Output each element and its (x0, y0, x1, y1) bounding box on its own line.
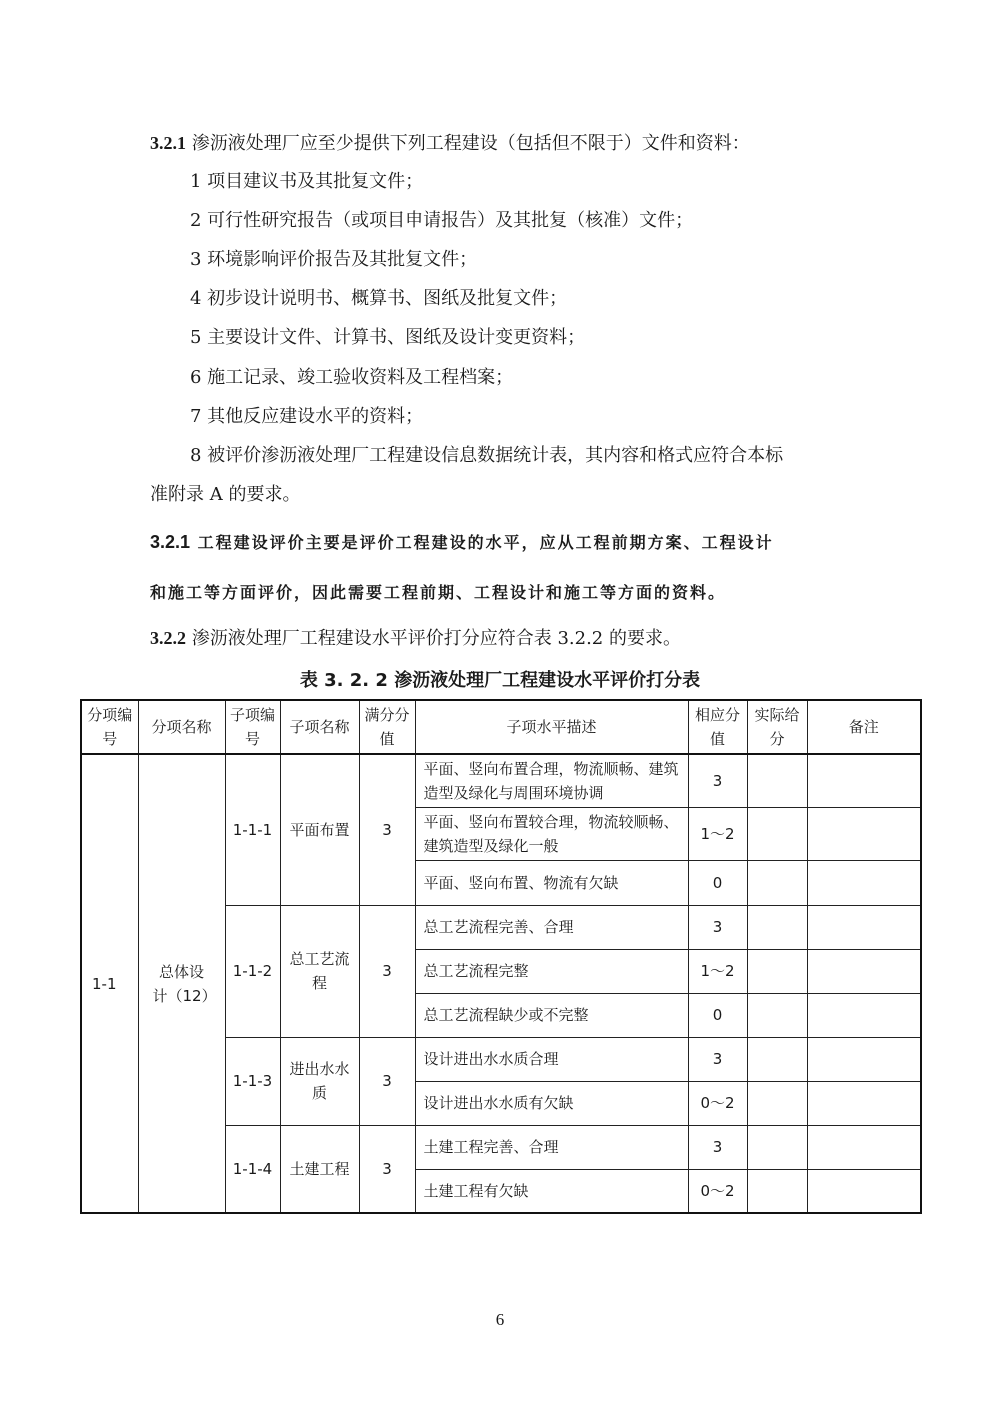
remark-cell[interactable] (807, 949, 921, 993)
header-description: 子项水平描述 (415, 700, 688, 754)
clause-3-2-1-heading: 3.2.1 渗沥液处理厂应至少提供下列工程建设（包括但不限于）文件和资料： (150, 133, 750, 154)
level-score: 0～2 (688, 1081, 747, 1125)
actual-score-cell[interactable] (747, 1169, 807, 1213)
remark-cell[interactable] (807, 754, 921, 807)
remark-cell[interactable] (807, 993, 921, 1037)
actual-score-cell[interactable] (747, 1037, 807, 1081)
group-name: 总体设计（12） (138, 754, 225, 1213)
subitem-number: 1-1-4 (225, 1125, 280, 1213)
header-item-no: 分项编号 (81, 700, 138, 754)
remark-cell[interactable] (807, 1169, 921, 1213)
list-item-8: 8 被评价渗沥液处理厂工程建设信息数据统计表，其内容和格式应符合本标 (190, 445, 784, 466)
group-number: 1-1 (81, 754, 138, 1213)
level-description: 土建工程完善、合理 (415, 1125, 688, 1169)
subitem-full-score: 3 (359, 754, 415, 905)
list-item-3: 3 环境影响评价报告及其批复文件； (190, 249, 478, 270)
subitem-number: 1-1-3 (225, 1037, 280, 1125)
subitem-number: 1-1-2 (225, 905, 280, 1037)
actual-score-cell[interactable] (747, 1081, 807, 1125)
header-full-score: 满分分值 (359, 700, 415, 754)
level-description: 平面、竖向布置较合理，物流较顺畅、建筑造型及绿化一般 (415, 807, 688, 860)
remark-cell[interactable] (807, 1125, 921, 1169)
actual-score-cell[interactable] (747, 1125, 807, 1169)
level-score: 1～2 (688, 807, 747, 860)
table-row (81, 754, 921, 807)
clause-3-2-2: 3.2.2 渗沥液处理厂工程建设水平评价打分应符合表 3.2.2 的要求。 (150, 628, 681, 649)
level-score: 3 (688, 754, 747, 807)
list-item-5: 5 主要设计文件、计算书、图纸及设计变更资料； (190, 327, 586, 348)
level-score: 3 (688, 1037, 747, 1081)
list-item-1: 1 项目建议书及其批复文件； (190, 171, 424, 192)
actual-score-cell[interactable] (747, 860, 807, 905)
subitem-name: 平面布置 (280, 754, 359, 905)
actual-score-cell[interactable] (747, 949, 807, 993)
level-score: 3 (688, 905, 747, 949)
actual-score-cell[interactable] (747, 754, 807, 807)
table-caption: 表 3. 2. 2 渗沥液处理厂工程建设水平评价打分表 (299, 670, 701, 691)
list-item-7: 7 其他反应建设水平的资料； (190, 406, 424, 427)
actual-score-cell[interactable] (747, 807, 807, 860)
list-item-2: 2 可行性研究报告（或项目申请报告）及其批复（核准）文件； (190, 210, 694, 231)
subitem-name: 进出水水质 (280, 1037, 359, 1125)
clause-3-2-1-note-line1: 3.2.1 工程建设评价主要是评价工程建设的水平，应从工程前期方案、工程设计 (150, 532, 774, 552)
level-description: 设计进出水水质有欠缺 (415, 1081, 688, 1125)
level-score: 1～2 (688, 949, 747, 993)
header-remark: 备注 (807, 700, 921, 754)
subitem-name: 土建工程 (280, 1125, 359, 1213)
header-actual-score: 实际给分 (747, 700, 807, 754)
actual-score-cell[interactable] (747, 905, 807, 949)
header-score: 相应分值 (688, 700, 747, 754)
level-description: 总工艺流程完善、合理 (415, 905, 688, 949)
subitem-full-score: 3 (359, 1037, 415, 1125)
level-score: 3 (688, 1125, 747, 1169)
level-description: 总工艺流程完整 (415, 949, 688, 993)
level-score: 0 (688, 993, 747, 1037)
clause-3-2-1-note-line2: 和施工等方面评价，因此需要工程前期、工程设计和施工等方面的资料。 (150, 583, 727, 602)
subitem-name: 总工艺流程 (280, 905, 359, 1037)
subitem-full-score: 3 (359, 905, 415, 1037)
header-sub-no: 子项编号 (225, 700, 280, 754)
list-item-4: 4 初步设计说明书、概算书、图纸及批复文件； (190, 288, 568, 309)
remark-cell[interactable] (807, 905, 921, 949)
remark-cell[interactable] (807, 1081, 921, 1125)
level-score: 0～2 (688, 1169, 747, 1213)
level-score: 0 (688, 860, 747, 905)
level-description: 平面、竖向布置合理，物流顺畅、建筑造型及绿化与周围环境协调 (415, 754, 688, 807)
level-description: 总工艺流程缺少或不完整 (415, 993, 688, 1037)
table-header-row (81, 700, 921, 754)
page-number: 6 (495, 1310, 505, 1329)
header-sub-name: 子项名称 (280, 700, 359, 754)
subitem-full-score: 3 (359, 1125, 415, 1213)
level-description: 平面、竖向布置、物流有欠缺 (415, 860, 688, 905)
level-description: 土建工程有欠缺 (415, 1169, 688, 1213)
actual-score-cell[interactable] (747, 993, 807, 1037)
list-item-6: 6 施工记录、竣工验收资料及工程档案； (190, 367, 514, 388)
remark-cell[interactable] (807, 807, 921, 860)
header-item-name: 分项名称 (138, 700, 225, 754)
remark-cell[interactable] (807, 1037, 921, 1081)
subitem-number: 1-1-1 (225, 754, 280, 905)
remark-cell[interactable] (807, 860, 921, 905)
level-description: 设计进出水水质合理 (415, 1037, 688, 1081)
list-item-8-continuation: 准附录 A 的要求。 (150, 484, 301, 505)
scoring-table (80, 699, 922, 1214)
